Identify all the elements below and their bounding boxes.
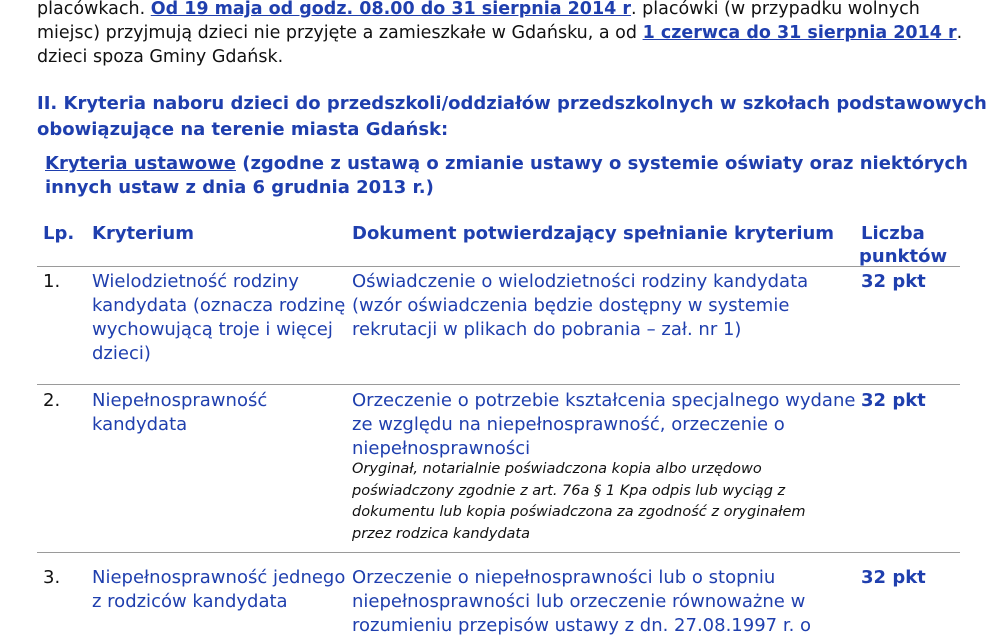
document-line: Oświadczenie o wielodzietności rodziny kandydata	[352, 271, 809, 292]
document-line: Orzeczenie o niepełnosprawności lub o stopniu	[352, 567, 776, 588]
row-divider	[37, 552, 960, 553]
intro-line-2	[37, 21, 962, 45]
header-criterion: Kryterium	[92, 223, 194, 244]
criterion-text	[92, 389, 267, 437]
row-number: 2.	[43, 390, 61, 411]
section-heading-line-1: II. Kryteria naboru dzieci do przedszkoli/oddziałów przedszkolnych w szkołach podstawowych	[37, 93, 987, 114]
intro-text: miejsc) przyjmują dzieci nie przyjęte a zamieszkałe w Gdańsku, a od	[37, 23, 643, 43]
intro-date-range: 1 czerwca do 31 sierpnia 2014 r	[642, 23, 957, 43]
criterion-line: dzieci)	[92, 343, 151, 364]
document-line: rozumieniu przepisów ustawy z dn. 27.08.1997 r. o	[352, 615, 812, 636]
criterion-line: Niepełnosprawność	[92, 390, 268, 411]
header-points: Liczba	[861, 223, 925, 244]
criterion-line: z rodziców kandydata	[92, 591, 288, 612]
criterion-line: Wielodzietność rodziny	[92, 271, 299, 292]
section-heading-line-2: obowiązujące na terenie miasta Gdańsk:	[37, 119, 449, 140]
intro-text: .	[956, 23, 963, 43]
statutory-criteria-desc-line-2: innych ustaw z dnia 6 grudnia 2013 r.)	[45, 177, 434, 198]
intro-date-range: Od 19 maja od godz. 08.00 do 31 sierpnia 2014 r	[150, 0, 632, 19]
statutory-criteria-title	[45, 151, 968, 177]
document-line: rekrutacji w plikach do pobrania – zał. nr 1)	[352, 319, 742, 340]
document-line: niepełnosprawności lub orzeczenie równoważne w	[352, 591, 806, 612]
note-line: poświadczony zgodnie z art. 76a § 1 Kpa odpis lub wyciąg z	[352, 482, 786, 499]
intro-line-3: dzieci spoza Gminy Gdańsk.	[37, 47, 284, 67]
row-divider	[37, 266, 960, 267]
row-number: 1.	[43, 271, 61, 292]
header-points-line-2: punktów	[859, 246, 948, 267]
points-value: 32 pkt	[861, 567, 926, 588]
note-line: przez rodzica kandydata	[352, 525, 530, 542]
row-divider	[37, 384, 960, 385]
criterion-line: wychowującą troje i więcej	[92, 319, 333, 340]
criterion-line: kandydata	[92, 414, 188, 435]
statutory-criteria-desc: (zgodne z ustawą o zmianie ustawy o systemie oświaty oraz niektórych	[235, 153, 968, 174]
points-value: 32 pkt	[861, 390, 926, 411]
header-lp: Lp.	[43, 223, 75, 244]
document-line: ze względu na niepełnosprawność, orzeczenie o	[352, 414, 785, 435]
section-heading	[37, 91, 987, 117]
document-note	[352, 459, 806, 545]
row-number: 3.	[43, 567, 61, 588]
criterion-line: Niepełnosprawność jednego	[92, 567, 346, 588]
document-line: niepełnosprawności	[352, 438, 531, 459]
intro-text: placówkach.	[37, 0, 151, 19]
note-line: dokumentu lub kopia poświadczona za zgodność z oryginałem	[352, 504, 806, 520]
document-text	[352, 270, 808, 342]
statutory-criteria-label: Kryteria ustawowe	[45, 153, 236, 174]
note-line: Oryginał, notarialnie poświadczona kopia albo urzędowo	[352, 461, 762, 477]
document-line: Orzeczenie o potrzebie kształcenia specjalnego wydane	[352, 390, 856, 411]
points-value: 32 pkt	[861, 271, 926, 292]
document-line: (wzór oświadczenia będzie dostępny w systemie	[352, 295, 790, 316]
document-text	[352, 566, 811, 638]
intro-line-1	[37, 0, 920, 21]
header-document: Dokument potwierdzający spełnianie kryterium	[352, 223, 835, 244]
document-text	[352, 389, 855, 461]
criterion-line: kandydata (oznacza rodzinę	[92, 295, 346, 316]
criterion-text	[92, 566, 345, 614]
criterion-text	[92, 270, 345, 366]
intro-text: . placówki (w przypadku wolnych	[631, 0, 920, 19]
